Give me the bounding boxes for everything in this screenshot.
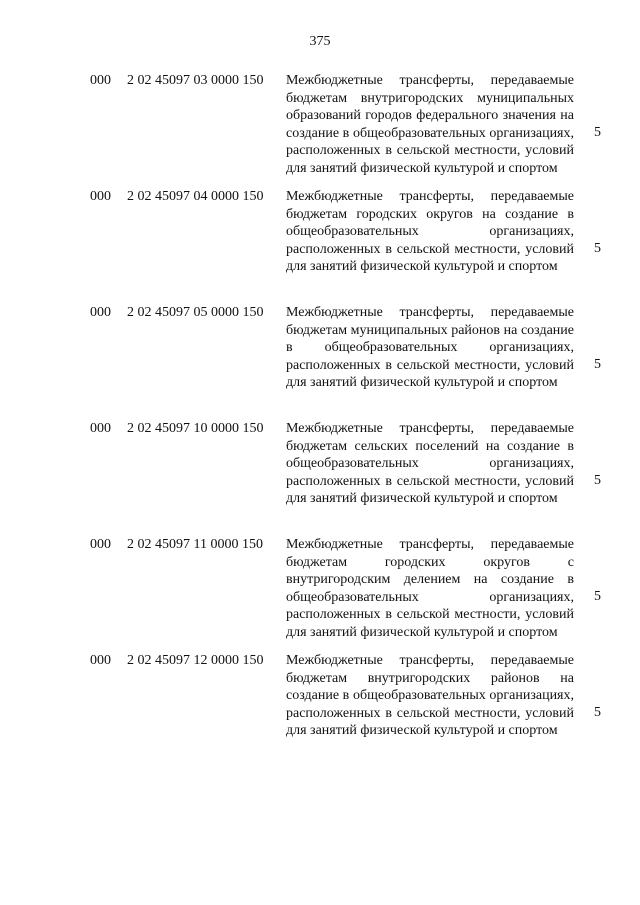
table-row: [0, 536, 640, 652]
admin-code: 000: [90, 421, 111, 436]
income-description: Межбюджетные трансферты, передаваемые бюджетам городских округов на создание в общеобразовательных организациях, расположенных в сельской местности, условий для занятий физической культурой и спортом: [286, 189, 574, 274]
table-row: [0, 420, 640, 536]
income-code: 2 02 45097 11 0000 150: [127, 537, 263, 552]
table-row: [0, 652, 640, 768]
norm-value: 5: [594, 125, 601, 140]
table-row: [0, 188, 640, 304]
admin-code: 000: [90, 189, 111, 204]
table-row: [0, 304, 640, 420]
income-description: Межбюджетные трансферты, передаваемые бюджетам сельских поселений на создание в общеобразовательных организациях, расположенных в сельской местности, условий для занятий физической культурой и спортом: [286, 421, 574, 506]
income-code: 2 02 45097 05 0000 150: [127, 305, 264, 320]
norm-value: 5: [594, 357, 601, 372]
income-code: 2 02 45097 10 0000 150: [127, 421, 264, 436]
norm-value: 5: [594, 241, 601, 256]
income-code: 2 02 45097 03 0000 150: [127, 73, 264, 88]
norm-value: 5: [594, 589, 601, 604]
admin-code: 000: [90, 653, 111, 668]
income-description: Межбюджетные трансферты, передаваемые бюджетам городских округов с внутригородским делением на создание в общеобразовательных организациях, расположенных в сельской местности, условий для занятий физической культурой и спортом: [286, 537, 574, 640]
income-description: Межбюджетные трансферты, передаваемые бюджетам внутригородских муниципальных образований городов федерального значения на создание в общеобразовательных организациях, расположенных в сельской местности, условий для занятий физической культурой и спортом: [286, 73, 574, 176]
admin-code: 000: [90, 537, 111, 552]
admin-code: 000: [90, 73, 111, 88]
income-table: [0, 72, 640, 768]
income-description: Межбюджетные трансферты, передаваемые бюджетам внутригородских районов на создание в общеобразовательных организациях, расположенных в сельской местности, условий для занятий физической культурой и спортом: [286, 653, 574, 738]
income-code: 2 02 45097 04 0000 150: [127, 189, 264, 204]
norm-value: 5: [594, 473, 601, 488]
table-row: [0, 72, 640, 188]
income-code: 2 02 45097 12 0000 150: [127, 653, 264, 668]
admin-code: 000: [90, 305, 111, 320]
page-number: 375: [309, 34, 331, 49]
income-description: Межбюджетные трансферты, передаваемые бюджетам муниципальных районов на создание в общеобразовательных организациях, расположенных в сельской местности, условий для занятий физической культурой и спортом: [286, 305, 574, 390]
norm-value: 5: [594, 705, 601, 720]
